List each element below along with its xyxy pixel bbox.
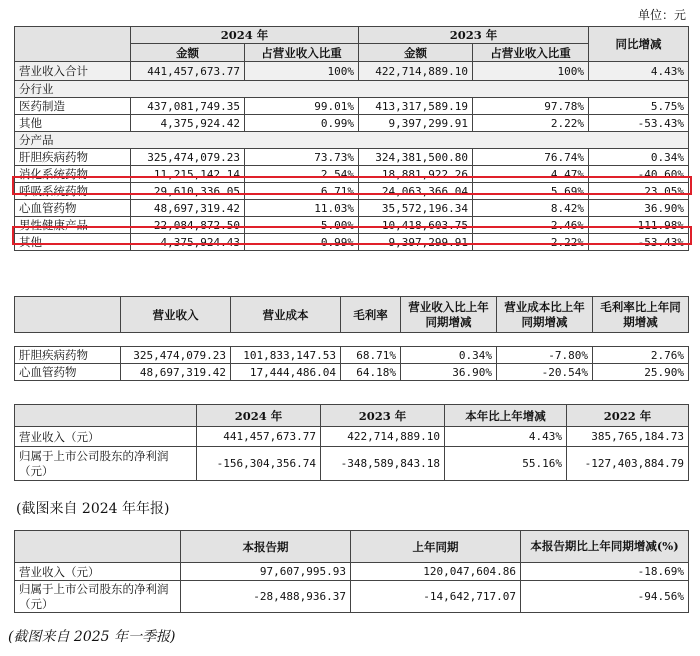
table-row: [15, 115, 689, 132]
cell: -156,304,356.74: [197, 447, 321, 481]
cell: 10,418,603.75: [359, 217, 473, 234]
cell: 437,081,749.35: [131, 98, 245, 115]
cell: 9,397,299.91: [359, 115, 473, 132]
cell: 325,474,079.23: [121, 347, 231, 364]
cell: 422,714,889.10: [359, 62, 473, 81]
column-header: 2022 年: [567, 405, 689, 427]
column-header: 毛利率: [341, 297, 401, 333]
year-2023-header: 2023 年: [359, 27, 589, 44]
cell: 24,063,366.04: [359, 183, 473, 200]
row-label: 呼吸系统药物: [15, 183, 131, 200]
table-row: [15, 447, 689, 481]
revenue-breakdown-table: [14, 26, 689, 251]
row-label: 其他: [15, 234, 131, 251]
column-header: 本年比上年增减: [445, 405, 567, 427]
amount-header: 金额: [131, 44, 245, 62]
cell: 11.03%: [245, 200, 359, 217]
ratio-header: 占营业收入比重: [473, 44, 589, 62]
table-row: [15, 62, 689, 81]
cell: 385,765,184.73: [567, 427, 689, 447]
column-header: 营业成本: [231, 297, 341, 333]
cell: 55.16%: [445, 447, 567, 481]
cell: 100%: [245, 62, 359, 81]
cell: 35,572,196.34: [359, 200, 473, 217]
cell: 5.00%: [245, 217, 359, 234]
cell: -127,403,884.79: [567, 447, 689, 481]
cell: 2.22%: [473, 234, 589, 251]
column-header: 2024 年: [197, 405, 321, 427]
row-label: 肝胆疾病药物: [15, 149, 131, 166]
column-header: 2023 年: [321, 405, 445, 427]
cell: 23.05%: [589, 183, 689, 200]
table-row: [15, 200, 689, 217]
row-label: 营业收入（元）: [15, 563, 181, 581]
cell: 101,833,147.53: [231, 347, 341, 364]
cell: 36.90%: [401, 364, 497, 381]
row-label: 营业收入（元）: [15, 427, 197, 447]
cell: 22,084,872.50: [131, 217, 245, 234]
table-row: [15, 166, 689, 183]
yoy-header: 同比增减: [589, 27, 689, 62]
cell: -53.43%: [589, 115, 689, 132]
corner-cell: [15, 405, 197, 427]
cell: 97.78%: [473, 98, 589, 115]
cell: 5.69%: [473, 183, 589, 200]
cell: 0.34%: [589, 149, 689, 166]
cell: 2.76%: [593, 347, 689, 364]
cell: 17,444,486.04: [231, 364, 341, 381]
cell: 9,397,299.91: [359, 234, 473, 251]
cell: 441,457,673.77: [131, 62, 245, 81]
column-header: 营业收入: [121, 297, 231, 333]
row-label: 归属于上市公司股东的净利润（元）: [15, 447, 197, 481]
table-row: [15, 183, 689, 200]
cell: 4.43%: [589, 62, 689, 81]
ratio-header: 占营业收入比重: [245, 44, 359, 62]
cell: -94.56%: [521, 581, 689, 613]
row-label: 其他: [15, 115, 131, 132]
row-label: 营业收入合计: [15, 62, 131, 81]
cell: -53.43%: [589, 234, 689, 251]
cell: 29,610,336.05: [131, 183, 245, 200]
cell: 4,375,924.42: [131, 115, 245, 132]
table-row: [15, 581, 689, 613]
row-label: 肝胆疾病药物: [15, 347, 121, 364]
column-header: 营业收入比上年同期增减: [401, 297, 497, 333]
row-label: 医药制造: [15, 98, 131, 115]
annual-summary-table: [14, 404, 689, 481]
cell: 11,215,142.14: [131, 166, 245, 183]
table-row: [15, 347, 689, 364]
cell: 2.54%: [245, 166, 359, 183]
cell: 413,317,589.19: [359, 98, 473, 115]
quarterly-summary-table: [14, 530, 689, 613]
cell: 4,375,924.43: [131, 234, 245, 251]
cell: 2.46%: [473, 217, 589, 234]
table-row: [15, 234, 689, 251]
unit-label: 单位：元: [637, 8, 686, 22]
row-label: 心血管药物: [15, 200, 131, 217]
cell: 8.42%: [473, 200, 589, 217]
corner-cell: [15, 297, 121, 333]
cell: 18,881,922.26: [359, 166, 473, 183]
cell: 64.18%: [341, 364, 401, 381]
cell: 48,697,319.42: [121, 364, 231, 381]
cell: 324,381,500.80: [359, 149, 473, 166]
corner-cell: [15, 531, 181, 563]
cell: -40.60%: [589, 166, 689, 183]
column-header: 营业成本比上年同期增减: [497, 297, 593, 333]
cell: 73.73%: [245, 149, 359, 166]
cell: 97,607,995.93: [181, 563, 351, 581]
table-row: [15, 427, 689, 447]
row-label: 消化系统药物: [15, 166, 131, 183]
cell: 0.99%: [245, 234, 359, 251]
cell: 0.34%: [401, 347, 497, 364]
cell: 100%: [473, 62, 589, 81]
spacer-row: [15, 333, 689, 347]
cell: -18.69%: [521, 563, 689, 581]
table-row: [15, 98, 689, 115]
gross-margin-table: [14, 296, 689, 381]
cell: 325,474,079.23: [131, 149, 245, 166]
caption-quarterly-report: (截图来自 2025 年一季报): [8, 629, 176, 645]
row-label: 男性健康产品: [15, 217, 131, 234]
column-header: 上年同期: [351, 531, 521, 563]
table-row: [15, 364, 689, 381]
cell: 111.98%: [589, 217, 689, 234]
cell: 5.75%: [589, 98, 689, 115]
column-header: 本报告期比上年同期增减(%): [521, 531, 689, 563]
year-2024-header: 2024 年: [131, 27, 359, 44]
cell: -28,488,936.37: [181, 581, 351, 613]
table-row: [15, 217, 689, 234]
cell: 0.99%: [245, 115, 359, 132]
cell: 25.90%: [593, 364, 689, 381]
cell: 422,714,889.10: [321, 427, 445, 447]
cell: 99.01%: [245, 98, 359, 115]
row-label: 归属于上市公司股东的净利润（元）: [15, 581, 181, 613]
cell: -348,589,843.18: [321, 447, 445, 481]
cell: 48,697,319.42: [131, 200, 245, 217]
cell: 68.71%: [341, 347, 401, 364]
cell: 120,047,604.86: [351, 563, 521, 581]
section-product: 分产品: [15, 132, 689, 149]
cell: 4.43%: [445, 427, 567, 447]
cell: 6.71%: [245, 183, 359, 200]
cell: -20.54%: [497, 364, 593, 381]
cell: -7.80%: [497, 347, 593, 364]
cell: 4.47%: [473, 166, 589, 183]
column-header: 毛利率比上年同期增减: [593, 297, 689, 333]
cell: 36.90%: [589, 200, 689, 217]
table-row: [15, 149, 689, 166]
section-industry: 分行业: [15, 81, 689, 98]
table-row: [15, 563, 689, 581]
row-label: 心血管药物: [15, 364, 121, 381]
cell: -14,642,717.07: [351, 581, 521, 613]
amount-header: 金额: [359, 44, 473, 62]
cell: 2.22%: [473, 115, 589, 132]
cell: 76.74%: [473, 149, 589, 166]
cell: 441,457,673.77: [197, 427, 321, 447]
corner-cell: [15, 27, 131, 62]
column-header: 本报告期: [181, 531, 351, 563]
caption-annual-report: (截图来自 2024 年年报): [16, 501, 170, 517]
